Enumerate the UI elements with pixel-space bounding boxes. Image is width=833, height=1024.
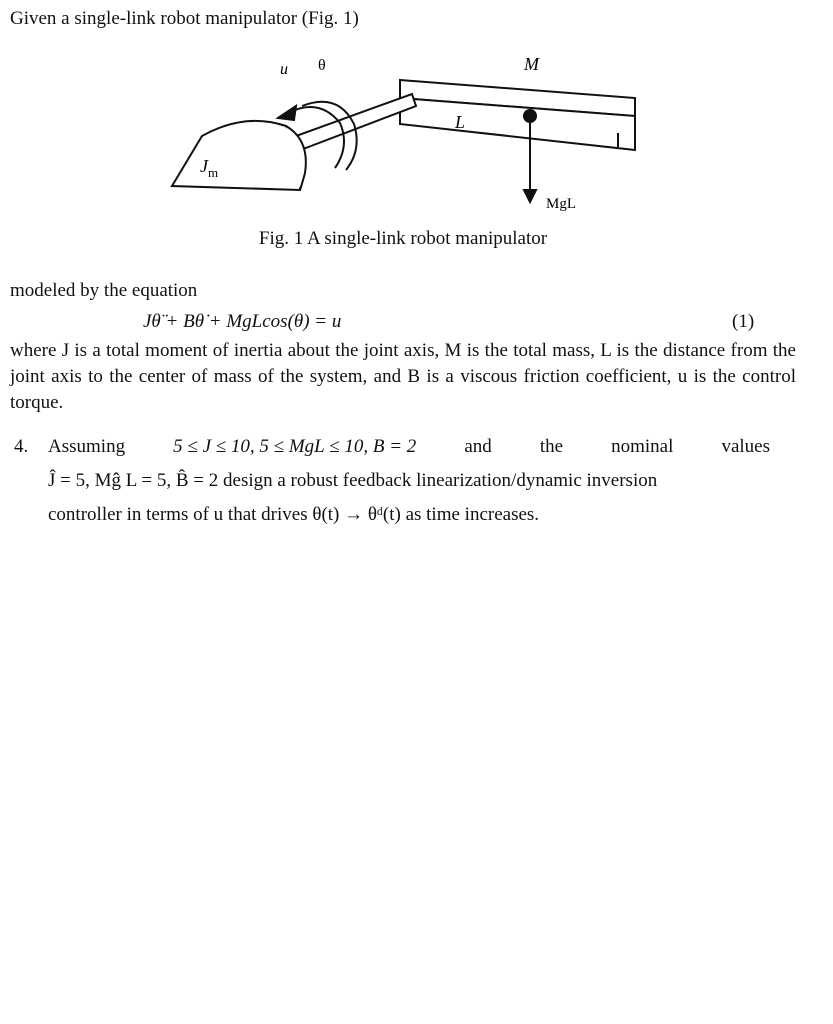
label-theta: θ [318, 57, 326, 74]
intro-text: Given a single-link robot manipulator (Fig. 1) [10, 8, 359, 29]
figure-svg [150, 28, 660, 228]
figure-caption: Fig. 1 A single-link robot manipulator [258, 228, 548, 249]
q-word: the [539, 436, 564, 457]
shaft [285, 94, 416, 154]
label-M: M [524, 54, 539, 74]
label-Jm: $J_m$ [200, 156, 219, 180]
question-number: 4. [14, 436, 29, 457]
robot-manipulator-figure [150, 28, 660, 228]
question-line-3: controller in terms of u that drives θ(t) → θᵈ(t) as time increases. [48, 504, 540, 525]
question-line-2: Ĵ = 5, Mĝ L = 5, B̂ = 2 design a robust feedback linearization/dynamic inversion [48, 470, 658, 491]
q-word: nominal [611, 436, 674, 457]
question-4 [14, 430, 770, 540]
link-bar [400, 80, 635, 150]
label-MgL: MgL [546, 196, 576, 212]
label-L: L [455, 112, 466, 132]
equation-number: (1) [732, 311, 755, 332]
q-word: values [721, 436, 770, 457]
label-u: u [280, 61, 288, 78]
q-word: Assuming [48, 436, 126, 457]
modeled-text: modeled by the equation [10, 280, 198, 301]
q-word: and [464, 436, 492, 457]
question-line-1 [48, 430, 770, 464]
definitions-paragraph: where J is a total moment of inertia about the joint axis, M is the total mass, L is the distance from the joint axis to the center of mass of the system, and B is a viscous friction coefficient, u is the control torque. [10, 340, 796, 413]
q-constraints: 5 ≤ J ≤ 10, 5 ≤ MgL ≤ 10, B = 2 [173, 436, 417, 457]
question-body [48, 430, 770, 532]
equation: Jθ̈ + Bθ̇ + MgLcos(θ) = u [143, 311, 342, 332]
motor-body [172, 121, 306, 190]
